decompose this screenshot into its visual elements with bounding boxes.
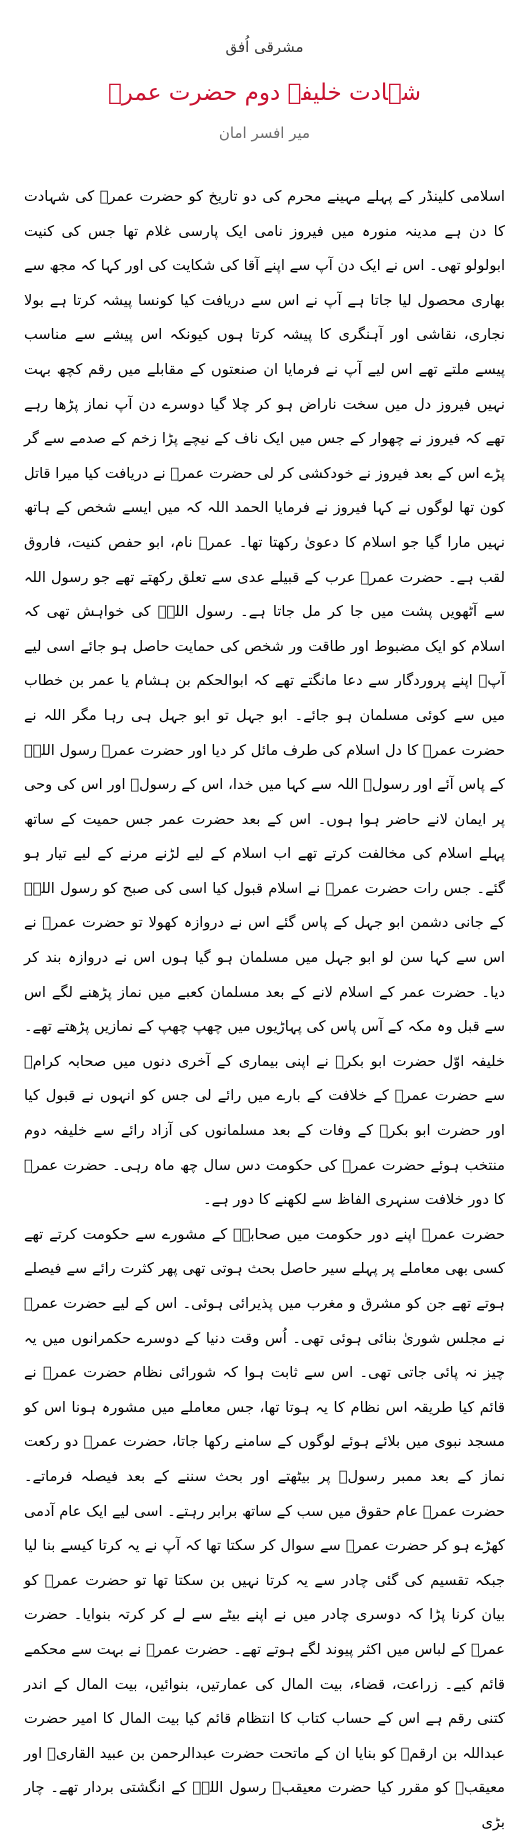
article-paragraph: اسلامی کلینڈر کے پہلے مہینے محرم کی دو تاریخ کو حضرت عمرؓ کی شہادت کا دن ہے مدینہ منورہ میں فیروز نامی ایک پارسی غلام تھا جس کی کنیت ابولولو تھی۔ اس نے ایک دن آپ سے اپنے آقا کی شکایت کی اور کہا کہ مجھ سے بھاری محصول لیا جاتا ہے آپ نے اس سے دریافت کیا کونسا پیشہ کرتا ہے بولا نجاری، نقاشی اور آہنگری کا پیشہ کرتا ہوں کیونکہ اس پیشے سے مناسب پیسے ملتے تھے اس لیے آپ نے فرمایا ان صنعتوں کے مقابلے میں رقم کچھ بہت نہیں فیروز دل میں سخت ناراض ہو کر چلا گیا دوسرے دن آپ نماز پڑھا رہے تھے کہ فیروز نے چھوار کے جس میں ایک ناف کے نیچے پڑا زخم کے صدمے سے گر پڑے اس کے بعد فیروز نے خودکشی کر لی حضرت عمرؓ نے دریافت کیا میرا قاتل کون تھا لوگوں نے کہا فیروز نے فرمایا الحمد اللہ کہ میں ایسے شخص کے ہاتھ نہیں مارا گیا جو اسلام کا دعویٰ رکھتا تھا۔ عمرؓ نام، ابو حفص کنیت، فاروق لقب ہے۔ حضرت عمرؓ عرب کے قبیلے عدی سے تعلق رکھتے تھے جو رسول اللہ سے آٹھویں پشت میں جا کر مل جاتا ہے۔ رسول اللہؐ کی خواہش تھی کہ اسلام کو ایک مضبوط اور طاقت ور شخص کی حمایت حاصل ہو جائے اسی لیے آپؐ اپنے پروردگار سے دعا مانگتے تھے کہ ابوالحکم بن ہشام یا عمر بن خطاب میں سے کوئی مسلمان ہو جائے۔ ابو جہل تو ابو جہل ہی رہا مگر اللہ نے حضرت عمرؓ کا دل اسلام کی طرف مائل کر دیا اور حضرت عمرؓ رسول اللہؐ کے پاس آئے اور رسولؐ اللہ سے کہا میں خدا، اس کے رسولؐ اور اس کی وحی پر ایمان لانے حاضر ہوا ہوں۔ اس کے بعد حضرت عمر جس حمیت کے ساتھ پہلے اسلام کی مخالفت کرتے تھے اب اسلام کے لیے لڑنے مرنے کے لیے تیار ہو گئے۔ جس رات حضرت عمرؓ نے اسلام قبول کیا اسی کی صبح کو رسول اللہؐ کے جانی دشمن ابو جہل کے پاس گئے اس نے دروازہ کھولا تو حضرت عمرؓ نے اس سے کہا سن لو ابو جہل میں مسلمان ہو گیا ہوں اس نے دروازہ بند کر دیا۔ حضرت عمر کے اسلام لانے کے بعد مسلمان کعبے میں نماز پڑھنے لگے اس سے قبل وہ مکہ کے آس پاس کی پہاڑیوں میں چھپ چھپ کے نمازیں پڑھتے تھے۔ خلیفہ اوّل حضرت ابو بکرؓ نے اپنی بیماری کے آخری دنوں میں صحابہ کرامؓ سے حضرت عمرؓ کے خلافت کے بارے میں رائے لی جس کو انہوں نے قبول کیا اور حضرت ابو بکرؓ کے وفات کے بعد مسلمانوں کی آزاد رائے سے خلیفہ دوم منتخب ہوئے حضرت عمرؓ کی حکومت دس سال چھ ماہ رہی۔ حضرت عمرؓ کا دور خلافت سنہری الفاظ سے لکھنے کا دور ہے۔ <box>24 188 505 1209</box>
article-header <box>24 0 505 180</box>
article-title: شہادت خلیفہ دوم حضرت عمرؓ <box>107 80 422 106</box>
author-name: میر افسر امان <box>218 124 311 142</box>
article-body <box>24 180 505 1841</box>
section-label: مشرقی اُفق <box>225 38 304 56</box>
article-paragraph: حضرت عمرؓ اپنے دور حکومت میں صحابہؓ کے مشورے سے حکومت کرتے تھے کسی بھی معاملے پر پہلے سیر حاصل بحث ہوتی تھی پھر کثرت رائے سے فیصلے ہوتے تھے جن کو مشرق و مغرب میں پذیرائی ہوئی۔ اس کے لیے حضرت عمرؓ نے مجلس شوریٰ بنائی ہوئی تھی۔ اُس وقت دنیا کے دوسرے حکمرانوں میں یہ چیز نہ پائی جاتی تھی۔ اس سے ثابت ہوا کہ شورائی نظام حضرت عمرؓ نے قائم کیا طریقہ اس نظام کا یہ ہوتا تھا، جس معاملے میں مشورہ ہونا اس کو مسجد نبوی میں بلائے ہوئے لوگوں کے سامنے رکھا جاتا، حضرت عمرؓ دو رکعت نماز کے بعد ممبر رسولؐ پر بیٹھتے اور بحث سننے کے بعد فیصلہ فرماتے۔ حضرت عمرؓ عام حقوق میں سب کے ساتھ برابر رہتے۔ اسی لیے ایک عام آدمی کھڑے ہو کر حضرت عمرؓ سے سوال کر سکتا تھا کہ آپ نے یہ کرتا کیسے بنا لیا جبکہ تقسیم کی گئی چادر سے یہ کرتا نہیں بن سکتا تھا تو حضرت عمرؓ کو بیان کرنا پڑا کہ دوسری چادر میں نے اپنے بیٹے سے لے کر کرتہ بنوایا۔ حضرت عمرؓ کے لباس میں اکثر پیوند لگے ہوتے تھے۔ حضرت عمرؓ نے بہت سے محکمے قائم کیے۔ زراعت، قضاء، بیت المال کی عمارتیں، بنوائیں، بیت المال کے اندر کتنی رقم ہے اس کے حساب کتاب کا انتظام قائم کیا بیت المال کا امیر حضرت عبداللہ بن ارقمؓ کو بنایا ان کے ماتحت حضرت عبدالرحمن بن عبید القاریؓ اور معیقبؓ کو مقرر کیا حضرت معیقبؓ رسول اللہؐ کے انگشتی بردار تھے۔ چار بڑی <box>24 1225 505 1831</box>
